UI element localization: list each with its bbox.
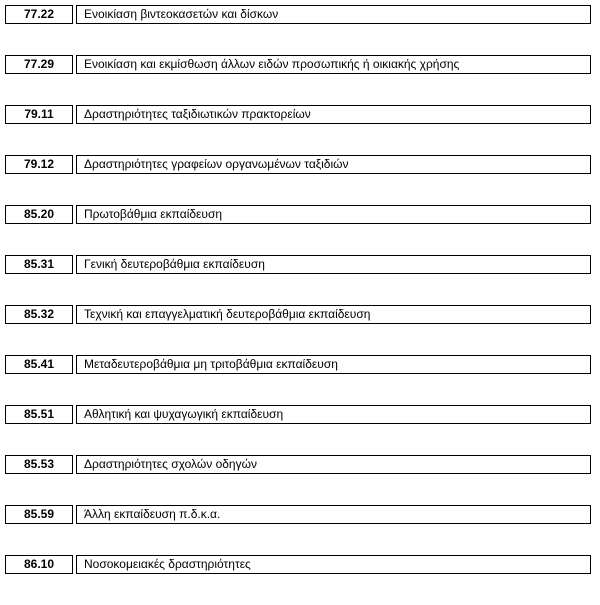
activity-code: 85.41 [5,355,73,374]
activity-row [5,505,595,524]
activity-description: Άλλη εκπαίδευση π.δ.κ.α. [76,505,591,524]
activity-code: 77.22 [5,5,73,24]
activity-code: 79.12 [5,155,73,174]
activity-code-list [5,5,595,605]
activity-code: 85.32 [5,305,73,324]
activity-row [5,55,595,74]
activity-description: Ενοικίαση και εκμίσθωση άλλων ειδών προσωπικής ή οικιακής χρήσης [76,55,591,74]
activity-description: Πρωτοβάθμια εκπαίδευση [76,205,591,224]
activity-row [5,155,595,174]
activity-row [5,455,595,474]
activity-description: Δραστηριότητες ταξιδιωτικών πρακτορείων [76,105,591,124]
activity-code: 85.31 [5,255,73,274]
activity-row [5,5,595,24]
activity-description: Μεταδευτεροβάθμια μη τριτοβάθμια εκπαίδευση [76,355,591,374]
activity-row [5,105,595,124]
activity-code: 85.20 [5,205,73,224]
activity-code: 85.53 [5,455,73,474]
activity-row [5,555,595,574]
activity-code: 85.51 [5,405,73,424]
activity-description: Νοσοκομειακές δραστηριότητες [76,555,591,574]
activity-description: Δραστηριότητες σχολών οδηγών [76,455,591,474]
activity-row [5,255,595,274]
activity-row [5,205,595,224]
activity-description: Ενοικίαση βιντεοκασετών και δίσκων [76,5,591,24]
activity-description: Γενική δευτεροβάθμια εκπαίδευση [76,255,591,274]
activity-row [5,305,595,324]
activity-row [5,355,595,374]
activity-description: Τεχνική και επαγγελματική δευτεροβάθμια εκπαίδευση [76,305,591,324]
activity-code: 77.29 [5,55,73,74]
activity-description: Δραστηριότητες γραφείων οργανωμένων ταξιδιών [76,155,591,174]
activity-code: 79.11 [5,105,73,124]
activity-code: 86.10 [5,555,73,574]
activity-description: Αθλητική και ψυχαγωγική εκπαίδευση [76,405,591,424]
activity-code: 85.59 [5,505,73,524]
activity-row [5,405,595,424]
